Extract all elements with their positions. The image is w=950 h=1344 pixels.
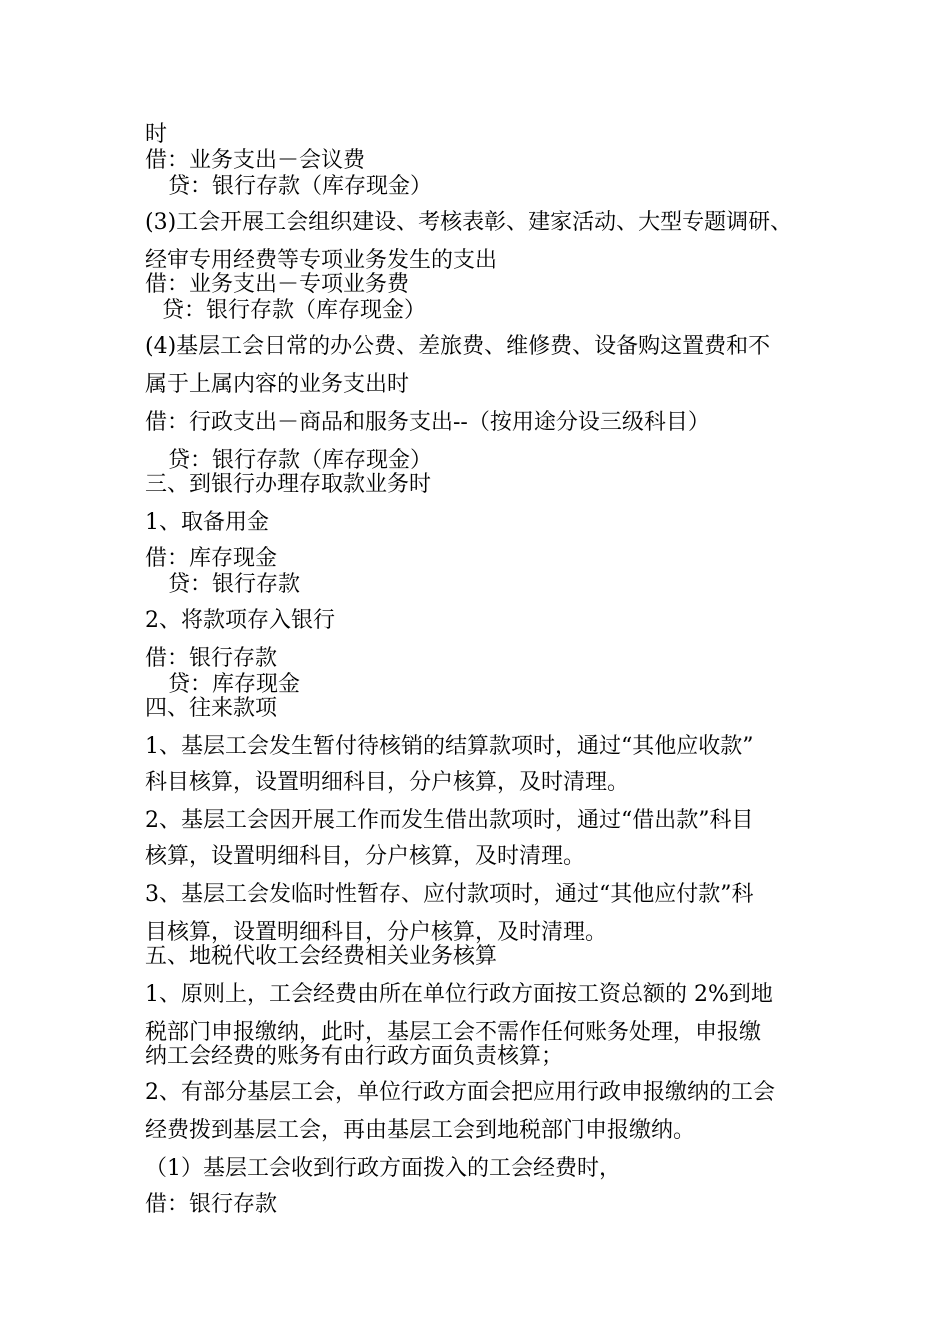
section-heading: 五、地税代收工会经费相关业务核算 xyxy=(145,944,498,969)
text-line: 1、基层工会发生暂付待核销的结算款项时，通过“其他应收款” xyxy=(145,734,754,759)
text-line: 纳工会经费的账务有由行政方面负责核算； xyxy=(145,1044,564,1069)
text-line: 借：库存现金 xyxy=(145,546,278,571)
text-line: 目核算，设置明细科目，分户核算，及时清理。 xyxy=(145,920,608,945)
text-line: 2、基层工会因开展工作而发生借出款项时，通过“借出款”科目 xyxy=(145,808,754,833)
text-line: （1）基层工会收到行政方面拨入的工会经费时， xyxy=(145,1156,621,1181)
text-line: 2、有部分基层工会，单位行政方面会把应用行政申报缴纳的工会 xyxy=(145,1080,775,1105)
section-heading: 四、往来款项 xyxy=(145,696,278,721)
text-line: 贷：银行存款（库存现金） xyxy=(168,174,433,199)
text-line: 2、将款项存入银行 xyxy=(145,608,335,633)
text-line: (3)工会开展工会组织建设、考核表彰、建家活动、大型专题调研、 xyxy=(145,210,793,235)
section-heading: 三、到银行办理存取款业务时 xyxy=(145,472,432,497)
text-line: 经费拨到基层工会，再由基层工会到地税部门申报缴纳。 xyxy=(145,1118,696,1143)
text-line: 借：业务支出－专项业务费 xyxy=(145,272,410,297)
text-line: 核算，设置明细科目，分户核算，及时清理。 xyxy=(145,844,586,869)
text-line: 属于上属内容的业务支出时 xyxy=(145,372,410,397)
text-line: 经审专用经费等专项业务发生的支出 xyxy=(145,248,498,273)
text-line: 借：银行存款 xyxy=(145,646,278,671)
text-line: 贷：银行存款（库存现金） xyxy=(168,448,433,473)
text-line: (4)基层工会日常的办公费、差旅费、维修费、设备购这置费和不 xyxy=(145,334,771,359)
text-line: 1、取备用金 xyxy=(145,510,269,535)
text-line: 1、原则上，工会经费由所在单位行政方面按工资总额的 2%到地 xyxy=(145,982,773,1007)
text-line: 借：行政支出－商品和服务支出--（按用途分设三级科目） xyxy=(145,410,710,435)
text-line: 贷：库存现金 xyxy=(168,672,301,697)
text-line: 借：业务支出－会议费 xyxy=(145,148,366,173)
text-line: 3、基层工会发临时性暂存、应付款项时，通过“其他应付款”科 xyxy=(145,882,754,907)
text-line: 借：银行存款 xyxy=(145,1192,278,1217)
text-line: 时 xyxy=(145,122,168,147)
text-line: 科目核算，设置明细科目，分户核算，及时清理。 xyxy=(145,770,630,795)
text-line: 贷：银行存款 xyxy=(168,572,301,597)
text-line: 贷：银行存款（库存现金） xyxy=(162,298,427,323)
text-line: 税部门申报缴纳，此时，基层工会不需作任何账务处理，申报缴 xyxy=(145,1020,762,1045)
